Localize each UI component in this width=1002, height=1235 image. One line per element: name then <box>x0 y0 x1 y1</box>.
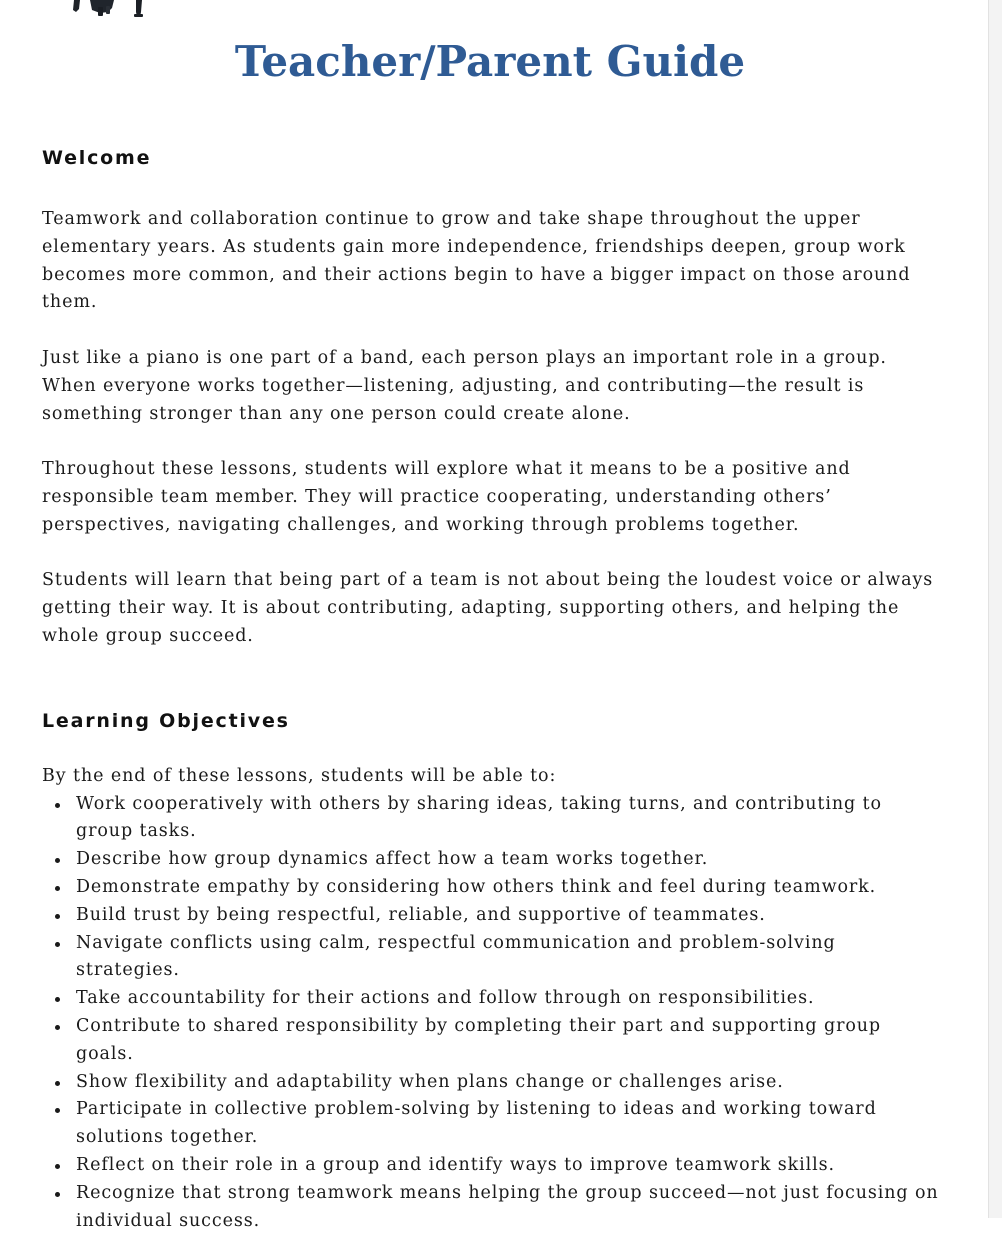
objectives-list <box>42 791 942 1235</box>
musicians-clipart-icon <box>70 0 150 18</box>
objective-item: Navigate conflicts using calm, respectful communication and problem-solving strategies. <box>76 930 942 986</box>
document-body <box>42 144 942 1235</box>
welcome-heading: Welcome <box>42 147 152 169</box>
objective-item: Participate in collective problem-solving by listening to ideas and working toward solutions together. <box>76 1096 942 1152</box>
welcome-paragraph: Throughout these lessons, students will explore what it means to be a positive and responsible team member. They will practice cooperating, understanding others’ perspectives, navigating challenges, and working through problems together. <box>42 459 851 535</box>
objective-item: Take accountability for their actions and follow through on responsibilities. <box>76 985 942 1013</box>
scrollbar-track[interactable] <box>988 0 1002 1218</box>
objective-item: Describe how group dynamics affect how a team works together. <box>76 846 942 874</box>
objective-item: Contribute to shared responsibility by completing their part and supporting group goals. <box>76 1013 942 1069</box>
learning-objectives-heading: Learning Objectives <box>42 709 290 732</box>
page-title: Teacher/Parent Guide <box>234 37 746 86</box>
objective-item: Show flexibility and adaptability when plans change or challenges arise. <box>76 1069 942 1097</box>
objective-item: Recognize that strong teamwork means helping the group succeed—not just focusing on individual success. <box>76 1180 942 1235</box>
objectives-intro: By the end of these lessons, students will be able to: <box>42 765 557 786</box>
welcome-paragraph: Just like a piano is one part of a band, each person plays an important role in a group. When everyone works together—listening, adjusting, and contributing—the result is something stronger than any one person could create alone. <box>42 347 887 424</box>
objective-item: Build trust by being respectful, reliable, and supportive of teammates. <box>76 902 942 930</box>
welcome-paragraph: Students will learn that being part of a team is not about being the loudest voice or always getting their way. It is about contributing, adapting, supporting others, and helping the whole group succeed. <box>42 570 934 646</box>
objective-item: Work cooperatively with others by sharing ideas, taking turns, and contributing to group tasks. <box>76 791 942 847</box>
objective-item: Reflect on their role in a group and identify ways to improve teamwork skills. <box>76 1152 942 1180</box>
objective-item: Demonstrate empathy by considering how others think and feel during teamwork. <box>76 874 942 902</box>
welcome-paragraph: Teamwork and collaboration continue to grow and take shape throughout the upper elementary years. As students gain more independence, friendships deepen, group work becomes more common, and their actions begin to have a bigger impact on those around them. <box>42 209 911 313</box>
